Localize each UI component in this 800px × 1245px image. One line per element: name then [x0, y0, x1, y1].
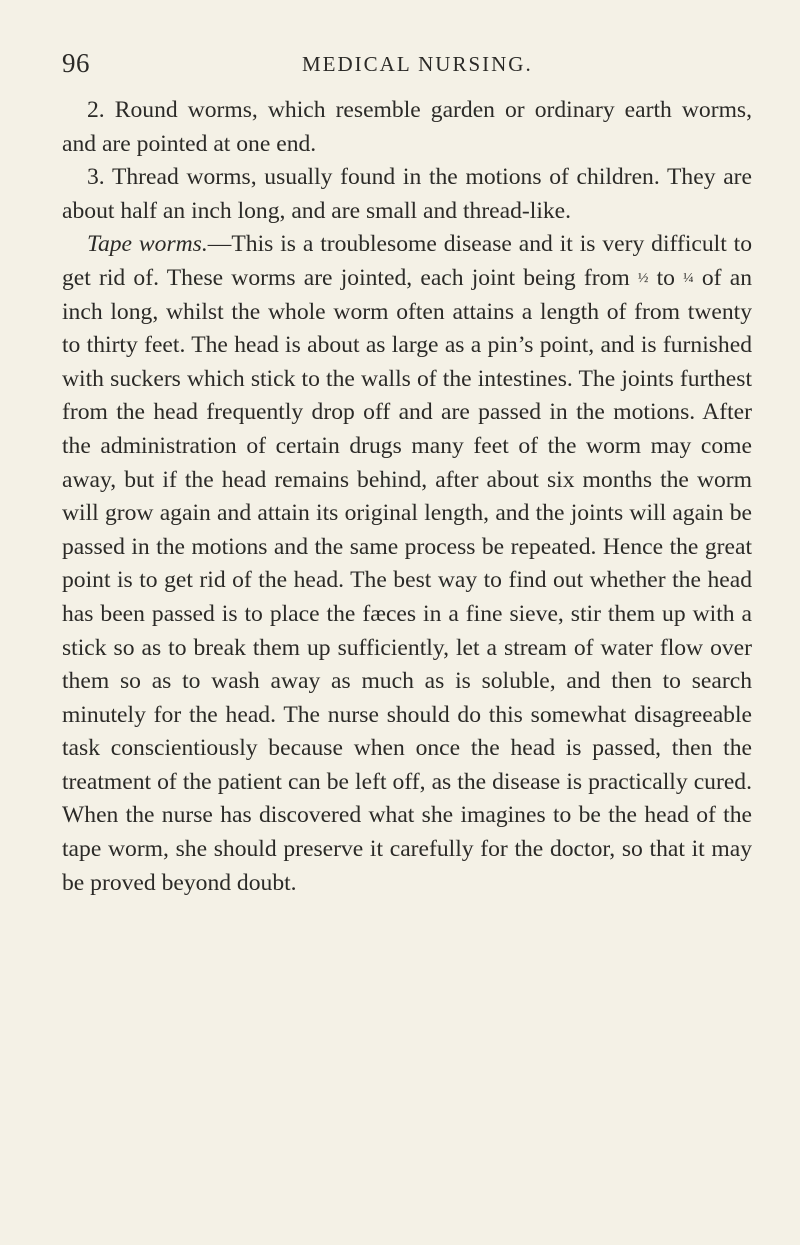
- fraction-quarter: ¼: [683, 270, 694, 286]
- body-text: [62, 94, 752, 900]
- running-title: MEDICAL NURSING.: [302, 52, 533, 76]
- paragraph-tape-worms: [62, 228, 752, 900]
- paragraph-thread-worms: 3. Thread worms, usually found in the motions of children. They are about half an inch long, and are small and thread-like.: [62, 164, 752, 224]
- page-number: 96: [62, 48, 90, 78]
- page-header: [62, 48, 752, 88]
- tape-worms-heading: Tape worms.: [87, 231, 208, 258]
- tape-worms-text-b: to: [648, 264, 684, 291]
- tape-worms-text-c: of an inch long, whilst the whole worm often attains a length of from twenty to thirty feet. The head is about as large as a pin’s point, and is furnished with suckers which stick to the walls of the intestines. The joints furthest from the head frequently drop off and are passed in the motions. After the administration of certain drugs many feet of the worm may come away, but if the head remains behind, after about six months the worm will grow again and attain its original length, and the joints will again be passed in the motions and the same process be repeated. Hence the great point is to get rid of the head. The best way to find out whether the head has been passed is to place the fæces in a fine sieve, stir them up with a stick so as to break them up sufficiently, let a stream of water flow over them so as to wash away as much as is soluble, and then to search minutely for the head. The nurse should do this somewhat disagreeable task conscientiously because when once the head is passed, then the treatment of the patient can be left off, as the disease is practically cured. When the nurse has discovered what she imagines to be the head of the tape worm, she should preserve it carefully for the doctor, so that it may be proved beyond doubt.: [62, 264, 752, 896]
- fraction-half: ½: [637, 270, 649, 286]
- paragraph-round-worms: 2. Round worms, which resemble garden or ordinary earth worms, and are pointed at one end.: [62, 97, 752, 157]
- tape-worms-text-a: —This is a troublesome disease and it is very difficult to get rid of. These worms are jointed, each joint being from: [62, 231, 752, 291]
